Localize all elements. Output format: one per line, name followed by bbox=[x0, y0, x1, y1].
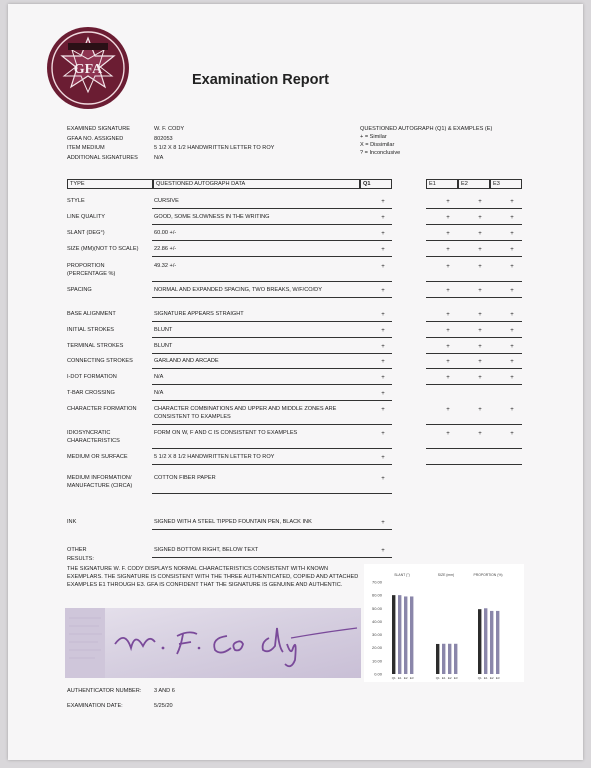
col-e2-header: E2 bbox=[458, 179, 490, 189]
x-tick-label: E1 bbox=[397, 676, 402, 680]
examples-underline bbox=[426, 368, 522, 369]
q1-mark: + bbox=[381, 407, 385, 413]
group-title: SIZE (mm) bbox=[437, 573, 455, 577]
legend-line: + = Similar bbox=[360, 134, 387, 140]
examples-underline bbox=[426, 321, 522, 322]
row-underline bbox=[152, 297, 392, 298]
group-title: PROPORTION (%) bbox=[473, 573, 503, 577]
y-tick-label: 30.00 bbox=[371, 632, 382, 638]
example-mark-e1: + bbox=[446, 199, 450, 205]
row-value: CURSIVE bbox=[154, 198, 179, 204]
q1-mark: + bbox=[381, 431, 385, 437]
table-row bbox=[67, 326, 522, 340]
row-value: GOOD, SOME SLOWNESS IN THE WRITING bbox=[154, 214, 270, 220]
x-tick-label: Q1 bbox=[391, 676, 396, 680]
x-tick-label: E2 bbox=[447, 676, 452, 680]
examples-underline bbox=[426, 353, 522, 354]
col-data-header: QUESTIONED AUTOGRAPH DATA bbox=[153, 179, 360, 189]
example-mark-e3: + bbox=[510, 328, 514, 334]
row-underline bbox=[152, 224, 392, 225]
examples-underline bbox=[426, 337, 522, 338]
y-tick-label: 60.00 bbox=[371, 592, 382, 598]
row-underline bbox=[152, 384, 392, 385]
bar-e3 bbox=[410, 596, 413, 674]
q1-mark: + bbox=[381, 476, 385, 482]
row-value: BLUNT bbox=[154, 327, 173, 333]
row-underline bbox=[152, 321, 392, 322]
example-mark-e1: + bbox=[446, 344, 450, 350]
example-mark-e2: + bbox=[478, 344, 482, 350]
q1-mark: + bbox=[381, 548, 385, 554]
bar-q1 bbox=[478, 609, 481, 674]
x-tick-label: E2 bbox=[403, 676, 408, 680]
row-underline bbox=[152, 464, 392, 465]
examples-underline bbox=[426, 448, 522, 449]
y-tick-label: 20.00 bbox=[371, 645, 382, 651]
example-mark-e3: + bbox=[510, 344, 514, 350]
q1-mark: + bbox=[381, 375, 385, 381]
q1-mark: + bbox=[381, 455, 385, 461]
row-value: NORMAL AND EXPANDED SPACING, TWO BREAKS, W/F/CO/DY bbox=[154, 287, 322, 293]
row-value: BLUNT bbox=[154, 343, 173, 349]
page-title: Examination Report bbox=[192, 72, 329, 88]
row-underline bbox=[152, 337, 392, 338]
results-heading: RESULTS: bbox=[67, 556, 94, 562]
examples-underline bbox=[426, 281, 522, 282]
footer-value: 3 AND 6 bbox=[154, 688, 175, 694]
example-mark-e2: + bbox=[478, 359, 482, 365]
q1-mark: + bbox=[381, 328, 385, 334]
row-label: MEDIUM OR SURFACE bbox=[67, 454, 128, 460]
x-tick-label: Q1 bbox=[477, 676, 482, 680]
x-tick-label: Q1 bbox=[435, 676, 440, 680]
example-mark-e1: + bbox=[446, 431, 450, 437]
row-value: COTTON FIBER PAPER bbox=[154, 475, 216, 481]
table-row bbox=[67, 546, 522, 560]
example-mark-e2: + bbox=[478, 328, 482, 334]
bar-e2 bbox=[404, 596, 407, 674]
example-mark-e2: + bbox=[478, 375, 482, 381]
footer-label: AUTHENTICATOR NUMBER: bbox=[67, 688, 142, 694]
row-label: CHARACTER FORMATION bbox=[67, 406, 137, 412]
row-label: MEDIUM INFORMATION/ MANUFACTURE (CIRCA) bbox=[67, 475, 133, 489]
examples-underline bbox=[426, 240, 522, 241]
row-label: SPACING bbox=[67, 287, 92, 293]
example-mark-e3: + bbox=[510, 288, 514, 294]
table-row bbox=[67, 229, 522, 243]
row-underline bbox=[152, 424, 392, 425]
table-row bbox=[67, 429, 522, 451]
example-mark-e3: + bbox=[510, 215, 514, 221]
bar-q1 bbox=[392, 595, 395, 674]
example-mark-e1: + bbox=[446, 407, 450, 413]
y-tick-label: 50.00 bbox=[371, 605, 382, 611]
results-text: THE SIGNATURE W. F. CODY DISPLAYS NORMAL CHARACTERISTICS CONSISTENT WITH KNOWN EXEMPLARS. THE SIGNATURE IS CONSISTENT WITH THE THREE AUTHENTICATED, COPIED AND ATTACHED EXAMPLES E1 THROUGH E3. GFA IS CONFIDENT THAT THE SIGNATURE IS GENUINE AND AUTHENTIC. bbox=[67, 566, 359, 589]
header-value: N/A bbox=[154, 154, 164, 161]
example-mark-e3: + bbox=[510, 247, 514, 253]
y-tick-label: 10.00 bbox=[371, 658, 382, 664]
example-mark-e1: + bbox=[446, 312, 450, 318]
table-row bbox=[67, 389, 522, 403]
row-underline bbox=[152, 208, 392, 209]
example-mark-e1: + bbox=[446, 247, 450, 253]
row-underline bbox=[152, 529, 392, 530]
example-mark-e1: + bbox=[446, 231, 450, 237]
x-tick-label: E3 bbox=[409, 676, 414, 680]
y-tick-label: 40.00 bbox=[371, 618, 382, 624]
example-mark-e2: + bbox=[478, 215, 482, 221]
example-mark-e3: + bbox=[510, 375, 514, 381]
row-underline bbox=[152, 448, 392, 449]
gfa-seal-logo bbox=[46, 26, 130, 110]
x-tick-label: E1 bbox=[483, 676, 488, 680]
legend-line: X = Dissimilar bbox=[360, 142, 395, 148]
table-row bbox=[67, 373, 522, 387]
row-label: I-DOT FORMATION bbox=[67, 374, 117, 380]
row-value: SIGNATURE APPEARS STRAIGHT bbox=[154, 311, 244, 317]
row-label: BASE ALIGNMENT bbox=[67, 311, 116, 317]
row-label: CONNECTING STROKES bbox=[67, 358, 133, 364]
x-tick-label: E3 bbox=[453, 676, 458, 680]
row-label: SIZE (MM)(NOT TO SCALE) bbox=[67, 246, 139, 252]
header-value: W. F. CODY bbox=[154, 126, 185, 132]
examples-underline bbox=[426, 224, 522, 225]
svg-text:GFA: GFA bbox=[73, 62, 103, 77]
example-mark-e2: + bbox=[478, 231, 482, 237]
row-underline bbox=[152, 353, 392, 354]
table-row bbox=[67, 310, 522, 324]
table-row bbox=[67, 245, 522, 259]
col-e1-header: E1 bbox=[426, 179, 458, 189]
table-row bbox=[67, 342, 522, 356]
row-underline bbox=[152, 557, 392, 558]
example-mark-e3: + bbox=[510, 231, 514, 237]
header-label: GFAA NO. ASSIGNED bbox=[67, 135, 124, 142]
bar-e3 bbox=[496, 611, 499, 674]
header-label: ITEM MEDIUM bbox=[67, 145, 105, 151]
q1-mark: + bbox=[381, 344, 385, 350]
row-value: SIGNED WITH A STEEL TIPPED FOUNTAIN PEN, BLACK INK bbox=[154, 519, 312, 525]
example-mark-e2: + bbox=[478, 264, 482, 270]
example-mark-e2: + bbox=[478, 407, 482, 413]
row-label: INK bbox=[67, 519, 77, 525]
bar-q1 bbox=[436, 644, 439, 674]
footer-label: EXAMINATION DATE: bbox=[67, 703, 123, 709]
examples-underline bbox=[426, 384, 522, 385]
row-label: INITIAL STROKES bbox=[67, 327, 115, 333]
row-value: GARLAND AND ARCADE bbox=[154, 358, 219, 364]
x-tick-label: E3 bbox=[495, 676, 500, 680]
row-underline bbox=[152, 368, 392, 369]
q1-mark: + bbox=[381, 520, 385, 526]
example-mark-e2: + bbox=[478, 312, 482, 318]
examples-underline bbox=[426, 256, 522, 257]
example-mark-e1: + bbox=[446, 215, 450, 221]
example-mark-e3: + bbox=[510, 407, 514, 413]
row-label: T-BAR CROSSING bbox=[67, 390, 115, 396]
example-mark-e3: + bbox=[510, 312, 514, 318]
table-row bbox=[67, 197, 522, 211]
row-underline bbox=[152, 493, 392, 494]
table-row bbox=[67, 286, 522, 300]
example-mark-e1: + bbox=[446, 288, 450, 294]
header-value: 802053 bbox=[154, 135, 173, 142]
row-value: FORM ON W, F AND C IS CONSISTENT TO EXAMPLES bbox=[154, 430, 298, 436]
col-type-header: TYPE bbox=[67, 179, 153, 189]
row-value: N/A bbox=[154, 374, 164, 380]
q1-mark: + bbox=[381, 199, 385, 205]
example-mark-e1: + bbox=[446, 359, 450, 365]
bar-e1 bbox=[442, 644, 445, 674]
example-mark-e3: + bbox=[510, 359, 514, 365]
row-label: IDIOSYNCRATIC CHARACTERISTICS bbox=[67, 430, 120, 444]
bar-e1 bbox=[398, 595, 401, 674]
row-underline bbox=[152, 400, 392, 401]
examples-underline bbox=[426, 464, 522, 465]
q1-mark: + bbox=[381, 215, 385, 221]
col-e3-header: E3 bbox=[490, 179, 522, 189]
row-label: LINE QUALITY bbox=[67, 214, 105, 220]
example-mark-e2: + bbox=[478, 288, 482, 294]
table-row bbox=[67, 262, 522, 284]
examples-underline bbox=[426, 297, 522, 298]
col-q1-header: Q1 bbox=[360, 179, 392, 189]
bar-e2 bbox=[490, 611, 493, 674]
example-mark-e1: + bbox=[446, 264, 450, 270]
q1-mark: + bbox=[381, 391, 385, 397]
measurement-bar-chart bbox=[364, 564, 524, 682]
row-value: 22.86 +/- bbox=[154, 246, 177, 252]
signature-image bbox=[65, 608, 361, 678]
examples-underline bbox=[426, 208, 522, 209]
row-label: SLANT (DEG°) bbox=[67, 230, 105, 236]
header-label: ADDITIONAL SIGNATURES bbox=[67, 154, 138, 161]
header-label: EXAMINED SIGNATURE bbox=[67, 126, 130, 132]
footer-value: 5/25/20 bbox=[154, 703, 173, 709]
q1-mark: + bbox=[381, 288, 385, 294]
example-mark-e3: + bbox=[510, 264, 514, 270]
bar-e1 bbox=[484, 608, 487, 674]
q1-mark: + bbox=[381, 359, 385, 365]
row-value: SIGNED BOTTOM RIGHT, BELOW TEXT bbox=[154, 547, 259, 553]
table-row bbox=[67, 213, 522, 227]
row-value: 49.32 +/- bbox=[154, 263, 177, 269]
table-row bbox=[67, 357, 522, 371]
x-tick-label: E1 bbox=[441, 676, 446, 680]
group-title: SLANT (°) bbox=[394, 573, 410, 577]
row-label: PROPORTION (PERCENTAGE %) bbox=[67, 263, 116, 277]
row-value: CHARACTER COMBINATIONS AND UPPER AND MIDDLE ZONES ARE CONSISTENT TO EXAMPLES bbox=[154, 406, 337, 420]
row-underline bbox=[152, 256, 392, 257]
row-underline bbox=[152, 281, 392, 282]
y-tick-label: 0.00 bbox=[374, 671, 382, 677]
table-row bbox=[67, 453, 522, 467]
examples-underline bbox=[426, 424, 522, 425]
row-label: TERMINAL STROKES bbox=[67, 343, 124, 349]
row-label: STYLE bbox=[67, 198, 85, 204]
example-mark-e2: + bbox=[478, 199, 482, 205]
header-value: 5 1/2 X 8 1/2 HANDWRITTEN LETTER TO ROY bbox=[154, 145, 275, 151]
q1-mark: + bbox=[381, 247, 385, 253]
q1-mark: + bbox=[381, 264, 385, 270]
row-value: 60.00 +/- bbox=[154, 230, 177, 236]
report-sheet bbox=[8, 4, 583, 760]
y-tick-label: 70.00 bbox=[371, 579, 382, 585]
example-mark-e2: + bbox=[478, 431, 482, 437]
bar-e3 bbox=[454, 644, 457, 674]
row-value: 5 1/2 X 8 1/2 HANDWRITTEN LETTER TO ROY bbox=[154, 454, 275, 460]
table-row bbox=[67, 474, 522, 496]
example-mark-e1: + bbox=[446, 328, 450, 334]
table-row bbox=[67, 405, 522, 427]
example-mark-e3: + bbox=[510, 199, 514, 205]
q1-mark: + bbox=[381, 312, 385, 318]
example-mark-e2: + bbox=[478, 247, 482, 253]
q1-mark: + bbox=[381, 231, 385, 237]
legend-line: ? = Inconclusive bbox=[360, 150, 401, 156]
row-underline bbox=[152, 240, 392, 241]
example-mark-e3: + bbox=[510, 431, 514, 437]
table-row bbox=[67, 518, 522, 532]
legend-line: QUESTIONED AUTOGRAPH (Q1) & EXAMPLES (E) bbox=[360, 126, 493, 132]
example-mark-e1: + bbox=[446, 375, 450, 381]
bar-e2 bbox=[448, 644, 451, 674]
row-label: OTHER bbox=[67, 547, 87, 553]
x-tick-label: E2 bbox=[489, 676, 494, 680]
row-value: N/A bbox=[154, 390, 164, 396]
